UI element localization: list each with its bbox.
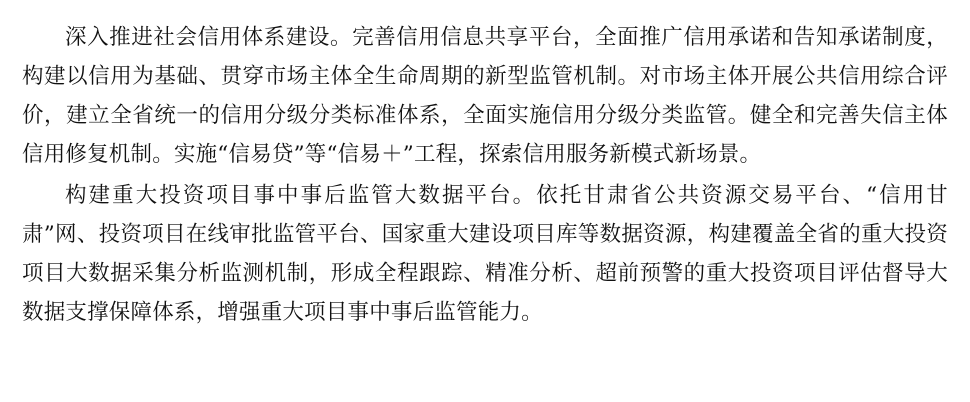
paragraph-2: 构建重大投资项目事中事后监管大数据平台。依托甘肃省公共资源交易平台、“信用甘肃”网、投资项目在线审批监管平台、国家重大建设项目库等数据资源，构建覆盖全省的重大投资项目大数据采集分析监测机制，形成全程跟踪、精准分析、超前预警的重大投资项目评估督导大数据支撑保障体系，增强重大项目事中事后监管能力。 <box>22 183 948 325</box>
paragraph-1: 深入推进社会信用体系建设。完善信用信息共享平台，全面推广信用承诺和告知承诺制度，构建以信用为基础、贯穿市场主体全生命周期的新型监管机制。对市场主体开展公共信用综合评价，建立全省统一的信用分级分类标准体系，全面实施信用分级分类监管。健全和完善失信主体信用修复机制。实施“信易贷”等“信易＋”工程，探索信用服务新模式新场景。 <box>22 25 948 167</box>
document-body <box>22 18 948 332</box>
